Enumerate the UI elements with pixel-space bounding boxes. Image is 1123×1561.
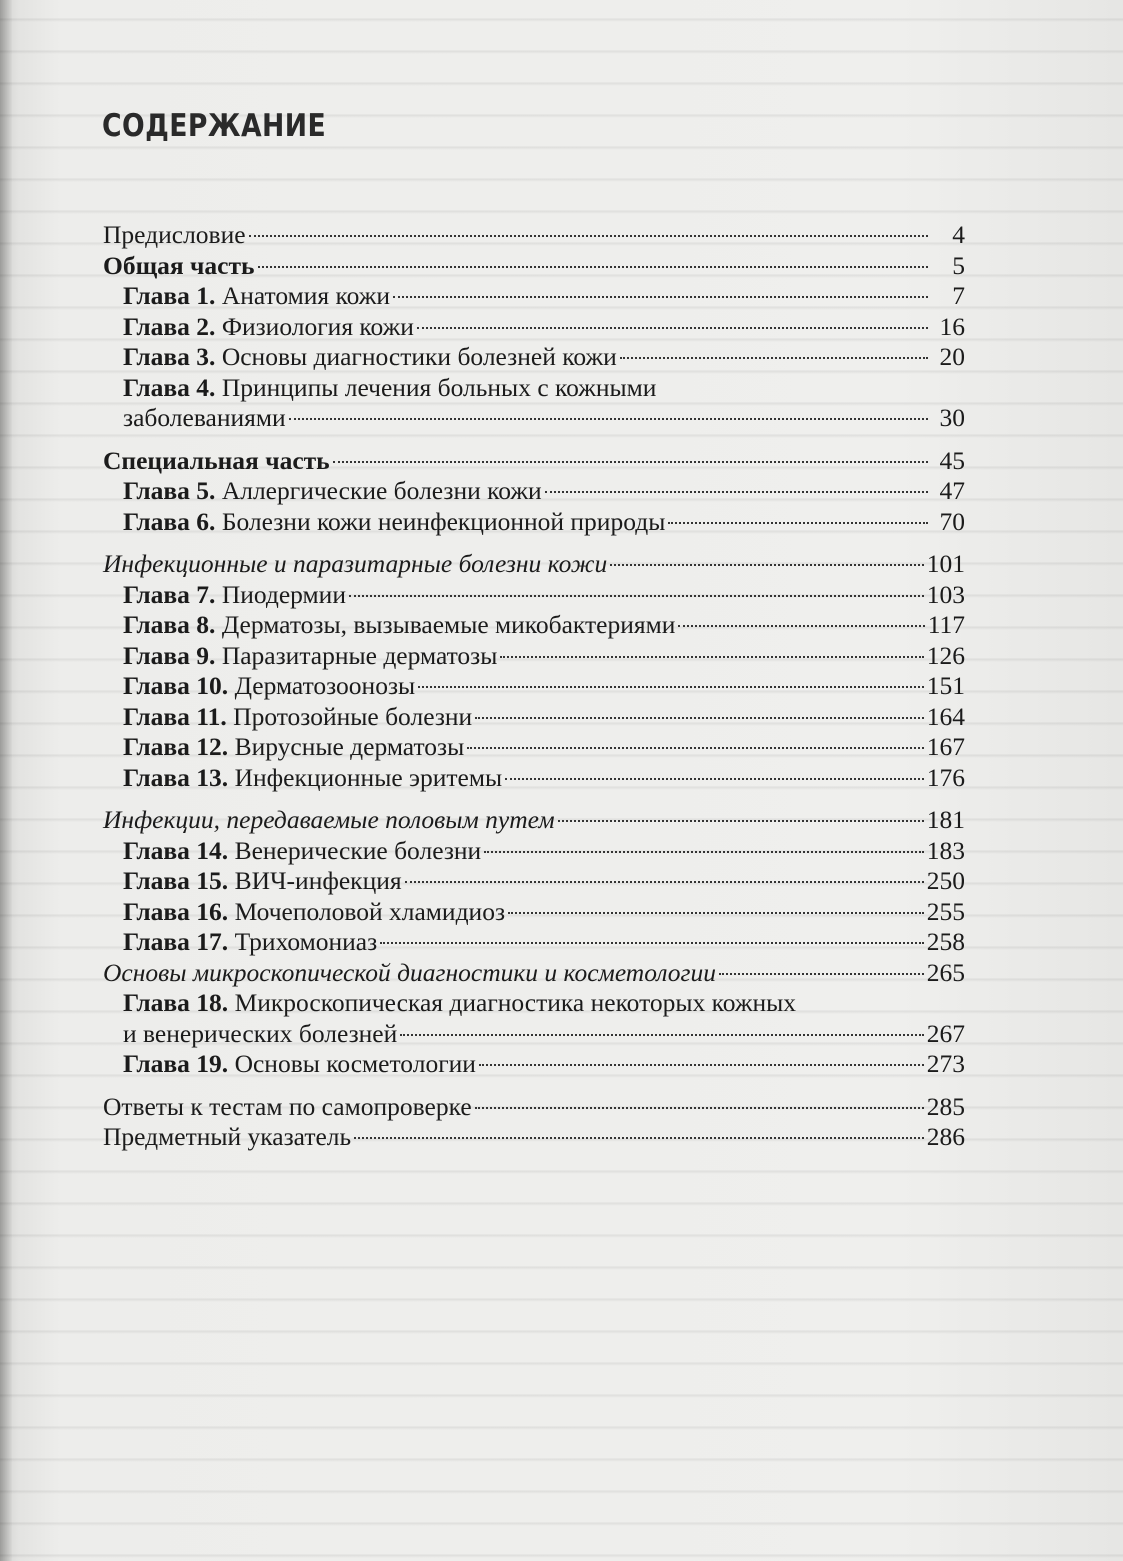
chapter-label: Глава 11. xyxy=(123,701,227,731)
chapter-title: Дерматозы, вызываемые микобактериями xyxy=(221,610,676,639)
toc-line xyxy=(103,251,965,282)
chapter-title: Мочеполовой хламидиоз xyxy=(234,896,506,926)
page-number: 45 xyxy=(939,445,965,475)
toc-entry-title xyxy=(123,897,505,928)
chapter-title-continued: заболеваниями xyxy=(123,403,286,432)
toc-entry-title xyxy=(123,927,377,958)
dot-leader xyxy=(354,1137,924,1139)
dot-leader xyxy=(418,686,924,688)
page-number: 183 xyxy=(926,835,965,865)
chapter-title: Аллергические болезни кожи xyxy=(221,476,542,505)
chapter-title: Паразитарные дерматозы xyxy=(221,640,498,670)
toc-entry xyxy=(103,641,965,672)
toc-line xyxy=(103,220,965,251)
chapter-label: Глава 1. xyxy=(123,281,216,310)
page-number: 258 xyxy=(926,927,965,956)
toc-entry-title xyxy=(123,312,414,343)
toc-entry-title xyxy=(123,836,481,867)
dot-leader xyxy=(400,1034,923,1036)
toc-entry-title: Основы микроскопической диагностики и косметологии xyxy=(103,957,716,987)
chapter-title: Микроскопическая диагностика некоторых кожных xyxy=(234,988,797,1017)
toc-line xyxy=(103,805,965,836)
page-number: 167 xyxy=(926,732,965,761)
toc-entry-title: Предметный указатель xyxy=(103,1122,352,1151)
chapter-label: Глава 5. xyxy=(123,476,216,505)
toc-line xyxy=(103,1092,965,1123)
chapter-title-continued: и венерических болезней xyxy=(123,1018,398,1048)
page-number: 16 xyxy=(939,311,965,341)
dot-leader xyxy=(405,881,924,883)
toc-line-first xyxy=(123,373,965,404)
toc-line xyxy=(103,549,965,580)
toc-line xyxy=(123,763,965,794)
toc-entry xyxy=(103,958,965,989)
page-number: 151 xyxy=(926,671,965,700)
chapter-label: Глава 18. xyxy=(123,988,229,1017)
dot-leader xyxy=(545,491,928,493)
toc-entry-title xyxy=(123,702,472,733)
toc-line xyxy=(123,702,965,733)
chapter-label: Глава 6. xyxy=(123,506,216,536)
chapter-label: Глава 17. xyxy=(123,927,229,956)
toc-line xyxy=(123,866,965,897)
toc-entry xyxy=(103,1122,965,1153)
toc-line xyxy=(123,897,965,928)
toc-line xyxy=(123,671,965,702)
dot-leader xyxy=(508,912,924,914)
toc-line-first xyxy=(123,988,965,1019)
chapter-title: Принципы лечения больных с кожными xyxy=(221,372,657,402)
toc-line xyxy=(123,927,965,958)
dot-leader xyxy=(610,564,924,566)
chapter-label: Глава 3. xyxy=(123,342,216,371)
page-number: 255 xyxy=(926,896,965,926)
chapter-title: Физиология кожи xyxy=(221,311,414,341)
chapter-title: Протозойные болезни xyxy=(233,701,473,731)
chapter-label: Глава 8. xyxy=(123,610,216,639)
page-number: 164 xyxy=(926,701,965,731)
toc-line xyxy=(123,476,965,507)
book-spine-shadow xyxy=(0,0,12,1561)
toc-entry xyxy=(103,507,965,538)
page-number: 70 xyxy=(939,506,965,536)
toc-entry xyxy=(103,476,965,507)
page-number: 103 xyxy=(926,579,965,609)
chapter-title: Инфекционные эритемы xyxy=(234,762,503,792)
dot-leader xyxy=(475,717,924,719)
page-number: 47 xyxy=(939,476,965,505)
chapter-label: Глава 4. xyxy=(123,372,216,402)
toc-line xyxy=(123,641,965,672)
page-number: 101 xyxy=(926,549,965,578)
toc-entry-title xyxy=(123,671,415,702)
toc-entry-title xyxy=(123,641,497,672)
dot-leader xyxy=(558,820,924,822)
chapter-title: Основы косметологии xyxy=(234,1049,476,1078)
toc-entry xyxy=(103,549,965,580)
page-number: 265 xyxy=(926,957,965,987)
toc-entry xyxy=(103,373,965,434)
page-number: 285 xyxy=(926,1091,965,1121)
dot-leader xyxy=(467,747,924,749)
toc-entry-title xyxy=(123,1049,476,1080)
toc-entry xyxy=(103,897,965,928)
page-title: СОДЕРЖАНИЕ xyxy=(102,108,327,144)
chapter-label: Глава 14. xyxy=(123,835,229,865)
toc-entry-title xyxy=(123,373,656,402)
toc-entry-title xyxy=(123,866,402,897)
chapter-title: ВИЧ-инфекция xyxy=(234,866,402,895)
chapter-label: Глава 7. xyxy=(123,579,216,609)
table-of-contents xyxy=(103,220,965,1153)
toc-entry xyxy=(103,732,965,763)
toc-entry-title xyxy=(123,476,542,507)
toc-entry-title xyxy=(123,610,675,641)
toc-entry-title: Инфекции, передаваемые половым путем xyxy=(103,805,555,834)
toc-entry-title: Предисловие xyxy=(103,220,246,249)
dot-leader xyxy=(475,1107,924,1109)
toc-entry-title xyxy=(123,732,464,763)
dot-leader xyxy=(620,357,928,359)
page-number: 273 xyxy=(926,1049,965,1078)
chapter-title: Анатомия кожи xyxy=(221,281,390,310)
toc-entry-title xyxy=(123,763,502,794)
chapter-title: Вирусные дерматозы xyxy=(234,732,465,761)
toc-line xyxy=(123,312,965,343)
toc-line xyxy=(123,1019,965,1050)
toc-entry-title xyxy=(123,342,617,373)
dot-leader xyxy=(380,942,924,944)
toc-entry xyxy=(103,610,965,641)
toc-line xyxy=(123,403,965,434)
chapter-title: Дерматозоонозы xyxy=(234,671,416,700)
chapter-title: Пиодермии xyxy=(221,579,346,609)
dot-leader xyxy=(249,235,928,237)
toc-entry xyxy=(103,251,965,282)
toc-entry xyxy=(103,580,965,611)
chapter-label: Глава 10. xyxy=(123,671,229,700)
dot-leader xyxy=(500,656,923,658)
dot-leader xyxy=(333,461,928,463)
toc-entry xyxy=(103,1049,965,1080)
toc-entry xyxy=(103,220,965,251)
chapter-title: Болезни кожи неинфекционной природы xyxy=(221,506,666,536)
page-number: 20 xyxy=(939,342,965,371)
page-number: 5 xyxy=(952,250,965,280)
chapter-label: Глава 19. xyxy=(123,1049,229,1078)
dot-leader xyxy=(349,595,924,597)
dot-leader xyxy=(668,522,928,524)
toc-entry xyxy=(103,988,965,1049)
toc-entry xyxy=(103,805,965,836)
chapter-label: Глава 2. xyxy=(123,311,216,341)
toc-line xyxy=(103,1122,965,1153)
toc-entry-title: Общая часть xyxy=(103,250,255,280)
toc-entry xyxy=(103,671,965,702)
dot-leader xyxy=(505,778,924,780)
toc-entry-title: Ответы к тестам по самопроверке xyxy=(103,1091,472,1121)
page-number: 30 xyxy=(939,403,965,432)
page-number: 286 xyxy=(926,1122,965,1151)
dot-leader xyxy=(678,625,924,627)
page-number: 4 xyxy=(952,220,965,249)
toc-entry xyxy=(103,446,965,477)
toc-entry xyxy=(103,763,965,794)
page-number: 7 xyxy=(952,281,965,310)
toc-line xyxy=(123,281,965,312)
dot-leader xyxy=(289,418,928,420)
page-number: 126 xyxy=(926,640,965,670)
toc-entry xyxy=(103,281,965,312)
chapter-label: Глава 13. xyxy=(123,762,229,792)
toc-entry xyxy=(103,312,965,343)
toc-entry-title xyxy=(123,281,390,312)
dot-leader xyxy=(393,296,928,298)
toc-entry xyxy=(103,927,965,958)
page-number: 250 xyxy=(926,866,965,895)
toc-entry-title: Специальная часть xyxy=(103,445,330,475)
toc-entry xyxy=(103,702,965,733)
chapter-title: Трихомониаз xyxy=(234,927,378,956)
chapter-label: Глава 9. xyxy=(123,640,216,670)
chapter-title: Венерические болезни xyxy=(234,835,482,865)
toc-line xyxy=(123,580,965,611)
toc-line xyxy=(103,958,965,989)
toc-entry-title xyxy=(123,507,665,538)
toc-entry xyxy=(103,836,965,867)
toc-entry xyxy=(103,342,965,373)
toc-entry-title xyxy=(123,580,346,611)
chapter-label: Глава 12. xyxy=(123,732,229,761)
dot-leader xyxy=(719,973,924,975)
toc-line xyxy=(123,610,965,641)
chapter-title: Основы диагностики болезней кожи xyxy=(221,342,617,371)
page-number: 176 xyxy=(926,762,965,792)
dot-leader xyxy=(479,1064,924,1066)
toc-line xyxy=(123,507,965,538)
toc-line xyxy=(123,836,965,867)
toc-entry-title xyxy=(123,988,796,1017)
dot-leader xyxy=(484,851,924,853)
toc-entry-title: Инфекционные и паразитарные болезни кожи xyxy=(103,549,608,578)
chapter-label: Глава 15. xyxy=(123,866,229,895)
toc-line xyxy=(103,446,965,477)
chapter-label: Глава 16. xyxy=(123,896,229,926)
toc-line xyxy=(123,1049,965,1080)
dot-leader xyxy=(258,266,929,268)
toc-entry xyxy=(103,1092,965,1123)
page-number: 267 xyxy=(926,1018,965,1048)
dot-leader xyxy=(417,327,928,329)
toc-entry xyxy=(103,866,965,897)
page-number: 181 xyxy=(926,805,965,834)
toc-line xyxy=(123,342,965,373)
page-number: 117 xyxy=(927,610,965,639)
toc-line xyxy=(123,732,965,763)
